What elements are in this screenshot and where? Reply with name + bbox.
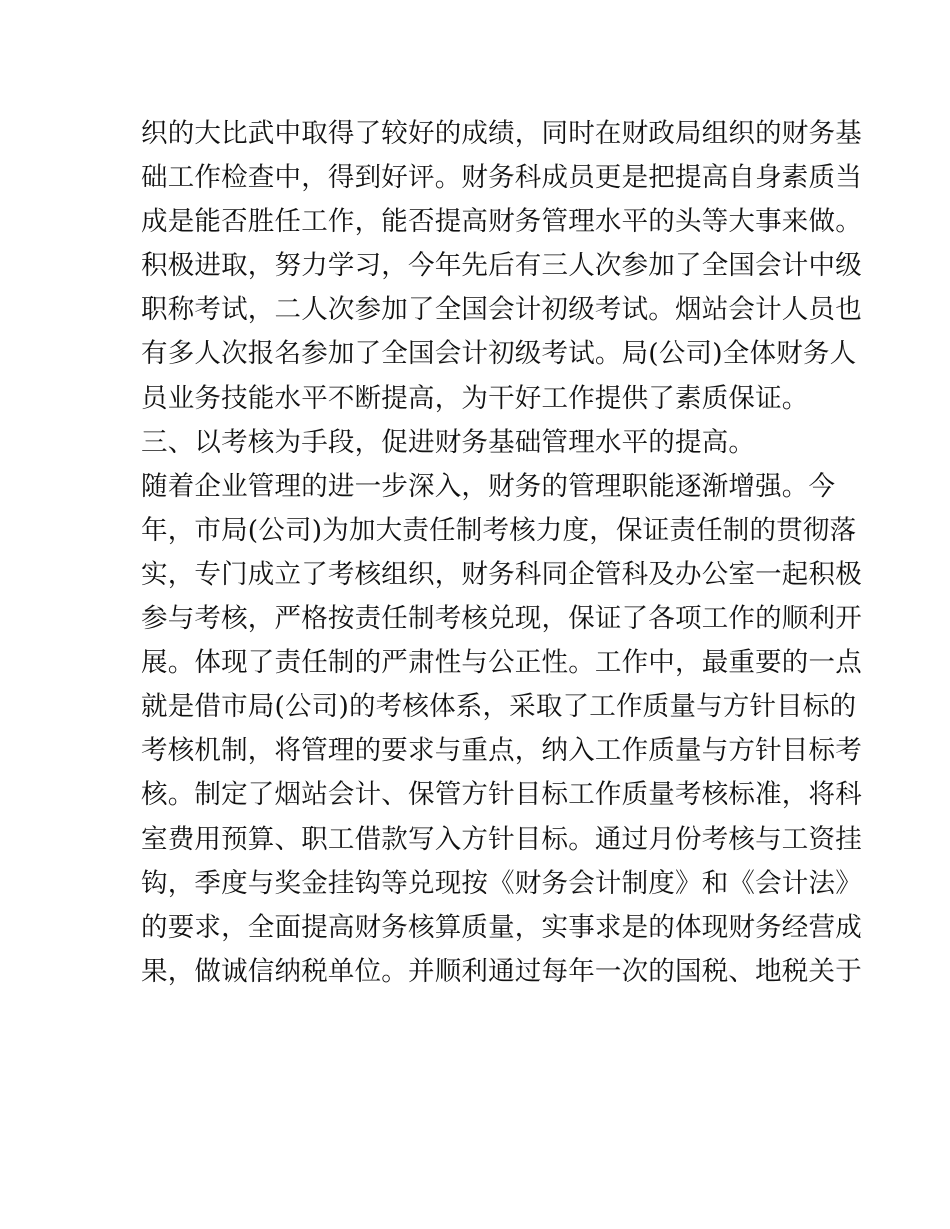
text-line: 参与考核，严格按责任制考核兑现，保证了各项工作的顺利开 xyxy=(141,603,862,635)
text-line: 成是能否胜任工作，能否提高财务管理水平的头等大事来做。 xyxy=(141,206,862,238)
text-line: 的要求，全面提高财务核算质量，实事求是的体现财务经营成 xyxy=(141,911,862,943)
text-line: 织的大比武中取得了较好的成绩，同时在财政局组织的财务基 xyxy=(141,118,862,149)
body-text xyxy=(141,112,862,994)
text-line: 就是借市局(公司)的考核体系，采取了工作质量与方针目标的 xyxy=(141,691,857,723)
text-line: 考核机制，将管理的要求与重点，纳入工作质量与方针目标考 xyxy=(141,735,862,767)
text-line: 积极进取，努力学习，今年先后有三人次参加了全国会计中级 xyxy=(141,250,862,282)
section-heading: 三、以考核为手段，促进财务基础管理水平的提高。 xyxy=(141,426,756,458)
text-line: 随着企业管理的进一步深入，财务的管理职能逐渐增强。今 xyxy=(141,470,836,502)
text-line: 果，做诚信纳税单位。并顺利通过每年一次的国税、地税关于 xyxy=(141,955,862,987)
text-line: 钩，季度与奖金挂钩等兑现按《财务会计制度》和《会计法》 xyxy=(141,867,862,899)
text-line: 实，专门成立了考核组织，财务科同企管科及办公室一起积极 xyxy=(141,558,862,590)
text-line: 员业务技能水平不断提高，为干好工作提供了素质保证。 xyxy=(141,382,809,414)
text-line: 职称考试，二人次参加了全国会计初级考试。烟站会计人员也 xyxy=(141,294,862,326)
text-line: 有多人次报名参加了全国会计初级考试。局(公司)全体财务人 xyxy=(141,338,857,370)
text-line: 展。体现了责任制的严肃性与公正性。工作中，最重要的一点 xyxy=(141,647,862,679)
text-line: 核。制定了烟站会计、保管方针目标工作质量考核标准，将科 xyxy=(141,779,862,811)
text-line: 年，市局(公司)为加大责任制考核力度，保证责任制的贯彻落 xyxy=(141,514,857,546)
text-line: 室费用预算、职工借款写入方针目标。通过月份考核与工资挂 xyxy=(141,823,862,855)
text-line: 础工作检查中，得到好评。财务科成员更是把提高自身素质当 xyxy=(141,162,862,194)
